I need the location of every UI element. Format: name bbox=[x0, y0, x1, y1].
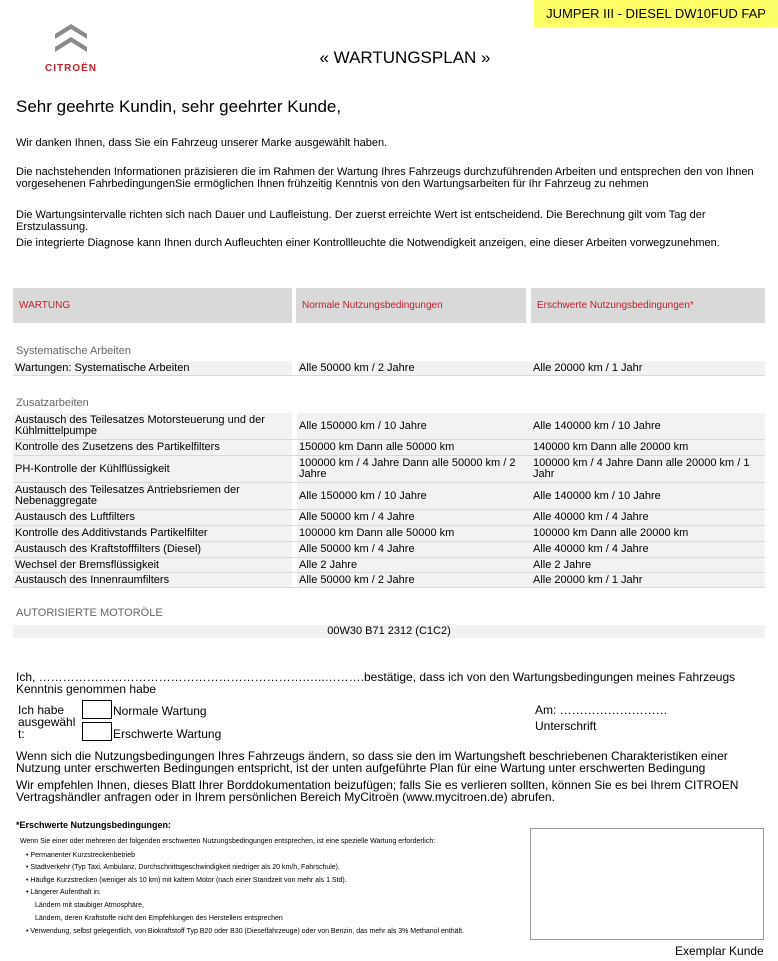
intro-paragraph-1: Wir danken Ihnen, dass Sie ein Fahrzeug unserer Marke ausgewählt haben. bbox=[16, 137, 388, 149]
oil-spec: 00W30 B71 2312 (C1C2) bbox=[13, 625, 765, 638]
row-severe: Alle 2 Jahre bbox=[531, 558, 765, 572]
row-task: Austausch des Teilesatzes Motorsteuerung und der Kühlmittelpumpe bbox=[13, 413, 292, 439]
row-normal: Alle 50000 km / 4 Jahre bbox=[297, 542, 534, 557]
date-field[interactable]: Am: ……………………… bbox=[535, 703, 668, 717]
row-normal: Alle 50000 km / 4 Jahre bbox=[297, 510, 534, 525]
normal-maintenance-label: Normale Wartung bbox=[113, 704, 207, 718]
footnote-item: • Stadtverkehr (Typ Taxi, Ambulanz, Durchschnittsgeschwindigkeit niedriger als 20 km/h, Fahrschule). bbox=[26, 864, 340, 871]
confirmation-text: Ich, ………………………………………………………….…..……….bestätige, dass ich von den Wartungsbedingungen meines Fahrzeugs Kenntnis genommen habe bbox=[16, 670, 736, 696]
row-normal: Alle 2 Jahre bbox=[297, 558, 534, 572]
footnote-item: • Häufige Kurzstrecken (weniger als 10 km) mit kaltem Motor (nach einer Standzeit von mehr als 1 Std). bbox=[26, 877, 347, 884]
row-task: Wechsel der Bremsflüssigkeit bbox=[13, 558, 292, 572]
row-normal: Alle 150000 km / 10 Jahre bbox=[297, 483, 534, 509]
header-maintenance: WARTUNG bbox=[13, 288, 292, 323]
intro-paragraph-2: Die nachstehenden Informationen präzisieren die im Rahmen der Wartung Ihres Fahrzeugs durchzuführenden Arbeiten und entsprechen den von Ihnen vorgesehenen FahrbedingungenSie ermöglichen Ihnen frühzeitig Kenntnis von den Wartungsarbeiten für Ihr Fahrzeug zu nehmen bbox=[16, 166, 754, 190]
brand-wordmark: CITROËN bbox=[45, 63, 97, 74]
table-row bbox=[13, 483, 765, 510]
footnote-item: • Permanenter Kurzstreckenbetrieb bbox=[26, 852, 136, 859]
footnote-item: • Längerer Aufenthalt in: bbox=[26, 889, 101, 896]
table-row bbox=[13, 456, 765, 483]
row-severe: Alle 20000 km / 1 Jahr bbox=[531, 573, 765, 587]
row-severe: 140000 km Dann alle 20000 km bbox=[531, 440, 765, 455]
row-severe: Alle 20000 km / 1 Jahr bbox=[531, 361, 765, 375]
row-task: Austausch des Innenraumfilters bbox=[13, 573, 292, 587]
greeting: Sehr geehrte Kundin, sehr geehrter Kunde, bbox=[16, 97, 342, 116]
footnote-item: • Verwendung, selbst gelegentlich, von Biokraftstoff Typ B20 oder B30 (Dieselfahrzeuge) oder von Benzin, das mehr als 3% Methanol enthält. bbox=[26, 928, 465, 935]
table-row bbox=[13, 573, 765, 588]
severe-maintenance-checkbox[interactable] bbox=[82, 722, 112, 741]
row-task: Kontrolle des Additivstands Partikelfilter bbox=[13, 526, 292, 541]
header-normal: Normale Nutzungsbedingungen bbox=[296, 288, 526, 323]
section-systematic: Systematische Arbeiten bbox=[16, 345, 131, 357]
normal-maintenance-checkbox[interactable] bbox=[82, 700, 112, 719]
row-severe: Alle 140000 km / 10 Jahre bbox=[531, 483, 765, 509]
header-severe: Erschwerte Nutzungsbedingungen* bbox=[531, 288, 765, 323]
row-severe: 100000 km / 4 Jahre Dann alle 20000 km / 1 Jahr bbox=[531, 456, 765, 482]
footnote-intro: Wenn Sie einer oder mehreren der folgenden erschwerten Nutzungsbedingungen entsprechen, ist eine spezielle Wartung erforderlich: bbox=[20, 838, 436, 845]
table-row bbox=[13, 510, 765, 526]
row-normal: 100000 km / 4 Jahre Dann alle 50000 km / 2 Jahre bbox=[297, 456, 534, 482]
row-task: Wartungen: Systematische Arbeiten bbox=[13, 361, 292, 375]
footnote-title: *Erschwerte Nutzungsbedingungen: bbox=[16, 820, 172, 830]
note-2: Wir empfehlen Ihnen, dieses Blatt Ihrer Borddokumentation beizufügen; falls Sie es verlieren sollten, können Sie es bei Ihrem CITROEN Vertragshändler anfragen oder in Ihrem persönlichen Bereich MyCitroën (www.mycitroen.de) abrufen. bbox=[16, 778, 739, 804]
row-task: Austausch des Teilesatzes Antriebsriemen der Nebenaggregate bbox=[13, 483, 292, 509]
signature-label: Unterschrift bbox=[535, 719, 597, 733]
row-task: Kontrolle des Zusetzens des Partikelfilters bbox=[13, 440, 292, 455]
vehicle-label: JUMPER III - DIESEL DW10FUD FAP bbox=[534, 0, 778, 27]
severe-maintenance-label: Erschwerte Wartung bbox=[113, 727, 222, 741]
row-severe: 100000 km Dann alle 20000 km bbox=[531, 526, 765, 541]
row-normal: 100000 km Dann alle 50000 km bbox=[297, 526, 534, 541]
row-normal: Alle 50000 km / 2 Jahre bbox=[297, 361, 534, 375]
row-normal: 150000 km Dann alle 50000 km bbox=[297, 440, 534, 455]
page-title: « WARTUNGSPLAN » bbox=[319, 48, 491, 67]
row-task: Austausch des Kraftstofffilters (Diesel) bbox=[13, 542, 292, 557]
section-oils: AUTORISIERTE MOTORÖLE bbox=[16, 607, 163, 619]
selection-label: Ich habe ausgewähl t: bbox=[18, 703, 76, 741]
table-row bbox=[13, 413, 765, 440]
intro-paragraph-3: Die Wartungsintervalle richten sich nach Dauer und Laufleistung. Der zuerst erreichte Wert ist entscheidend. Die Berechnung gilt vom Tag der Erstzulassung. bbox=[16, 209, 706, 233]
table-row bbox=[13, 542, 765, 558]
table-row bbox=[13, 440, 765, 456]
row-severe: Alle 40000 km / 4 Jahre bbox=[531, 542, 765, 557]
note-1: Wenn sich die Nutzungsbedingungen Ihres Fahrzeugs ändern, so dass sie den im Wartungsheft beschriebenen Charakteristiken einer Nutzung unter erschwerten Bedingungen entspricht, ist der unten aufgeführte Plan für eine Wartung unter erschwerten Bedingung bbox=[16, 749, 728, 775]
intro-paragraph-4: Die integrierte Diagnose kann Ihnen durch Aufleuchten einer Kontrollleuchte die Notwendigkeit anzeigen, eine dieser Arbeiten vorwegzunehmen. bbox=[16, 237, 720, 249]
row-normal: Alle 50000 km / 2 Jahre bbox=[297, 573, 534, 587]
section-additional: Zusatzarbeiten bbox=[16, 397, 89, 409]
table-row bbox=[13, 558, 765, 573]
copy-label: Exemplar Kunde bbox=[675, 944, 764, 958]
row-task: Austausch des Luftfilters bbox=[13, 510, 292, 525]
table-row bbox=[13, 526, 765, 542]
row-normal: Alle 150000 km / 10 Jahre bbox=[297, 413, 534, 439]
dealer-stamp-box bbox=[530, 828, 764, 940]
row-severe: Alle 140000 km / 10 Jahre bbox=[531, 413, 765, 439]
footnote-item: Ländern, deren Kraftstoffe nicht den Empfehlungen des Herstellers entsprechen bbox=[35, 915, 283, 922]
row-severe: Alle 40000 km / 4 Jahre bbox=[531, 510, 765, 525]
table-row bbox=[13, 361, 765, 376]
footnote-item: Ländern mit staubiger Atmosphäre, bbox=[35, 902, 144, 909]
row-task: PH-Kontrolle der Kühlflüssigkeit bbox=[13, 456, 292, 482]
